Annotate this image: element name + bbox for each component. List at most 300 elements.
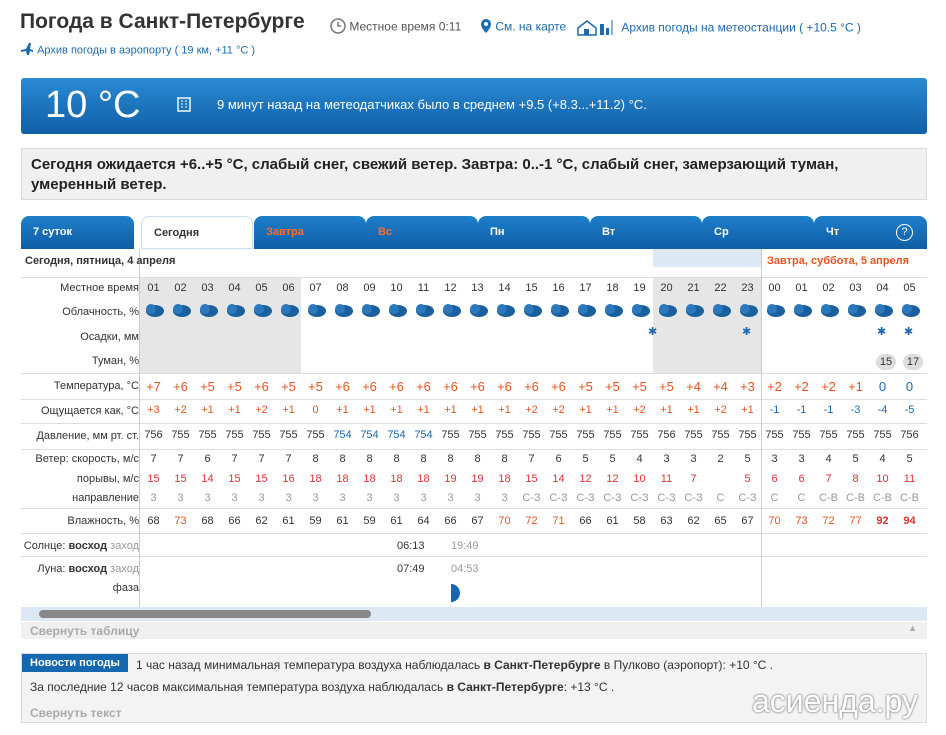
wind-dir-cell: С-З [576, 492, 595, 504]
feels-cell: +1 [390, 404, 403, 416]
feels-cell: +2 [525, 404, 538, 416]
temp-cell: +6 [254, 379, 269, 394]
cloud-icon [656, 301, 678, 324]
feels-cell: +1 [444, 404, 457, 416]
pressure-cell: 755 [252, 429, 271, 441]
wind-dir-cell: С-З [549, 492, 568, 504]
temp-cell: +1 [848, 379, 863, 394]
collapse-text-link[interactable]: Свернуть текст [30, 706, 122, 720]
label-pressure: Давление, мм рт. ст. [36, 430, 139, 442]
temp-cell: +5 [200, 379, 215, 394]
cloud-icon [386, 301, 408, 324]
cloud-icon [305, 301, 327, 324]
hour-cell: 12 [444, 282, 457, 294]
sunset-time: 19:49 [451, 540, 479, 552]
news-2-city: в Санкт-Петербурге [446, 680, 564, 694]
cloud-icon [548, 301, 570, 324]
archive-airport-link[interactable] [20, 42, 255, 59]
cloud-icon [899, 301, 921, 324]
humidity-cell: 66 [228, 515, 241, 527]
wind-gust-cell: 14 [201, 473, 214, 485]
wind-gust-cell: 10 [876, 473, 889, 485]
tab-bar [21, 216, 927, 249]
label-dir: направление [72, 492, 139, 504]
temp-cell: +2 [767, 379, 782, 394]
hour-cell: 11 [417, 282, 430, 294]
temp-cell: +5 [578, 379, 593, 394]
hour-cell: 22 [714, 282, 727, 294]
wind-dir-cell: С [797, 492, 806, 504]
feels-cell: +1 [660, 404, 673, 416]
humidity-cell: 66 [579, 515, 592, 527]
local-time [330, 18, 461, 37]
collapse-up-icon: ▲ [908, 623, 917, 633]
humidity-cell: 73 [795, 515, 808, 527]
humidity-cell: 72 [822, 515, 835, 527]
label-wind: Ветер: скорость, м/с [35, 453, 139, 465]
humidity-cell: 77 [849, 515, 862, 527]
wind-speed-cell: 8 [339, 453, 346, 465]
map-link[interactable] [480, 18, 566, 37]
wind-gust-cell: 7 [825, 473, 832, 485]
news-button[interactable]: Новости погоды [22, 654, 128, 672]
wind-dir-cell: С-З [738, 492, 757, 504]
wind-dir-cell: 3 [258, 492, 265, 504]
pressure-cell: 755 [306, 429, 325, 441]
cloud-icon [359, 301, 381, 324]
hour-cell: 19 [633, 282, 646, 294]
hour-cell: 05 [903, 282, 916, 294]
hour-cell: 02 [174, 282, 187, 294]
cloud-icon [413, 301, 435, 324]
cloud-icon [602, 301, 624, 324]
cloud-icon [224, 301, 246, 324]
label-sun [21, 540, 139, 552]
moonset-time: 04:53 [451, 563, 479, 575]
news-2-a: За последние 12 часов максимальная температура воздуха наблюдалась [30, 680, 447, 694]
wind-speed-cell: 5 [609, 453, 616, 465]
pressure-cell: 755 [738, 429, 757, 441]
humidity-cell: 73 [174, 515, 187, 527]
pressure-cell: 755 [792, 429, 811, 441]
map-link-label: См. на карте [495, 19, 567, 34]
pressure-cell: 755 [468, 429, 487, 441]
page-title: Погода в Санкт-Петербурге [20, 10, 305, 33]
wind-gust-cell: 15 [147, 473, 160, 485]
wind-gust-cell: 12 [579, 473, 592, 485]
wind-gust-cell: 11 [903, 473, 916, 485]
wind-speed-cell: 8 [366, 453, 373, 465]
humidity-cell: 71 [552, 515, 565, 527]
pressure-cell: 755 [711, 429, 730, 441]
tab-today[interactable]: Сегодня [141, 216, 253, 249]
tab-monday[interactable]: Пн [478, 216, 590, 249]
feels-cell: +2 [714, 404, 727, 416]
help-icon[interactable]: ? [896, 224, 913, 241]
wind-gust-cell: 18 [417, 473, 430, 485]
wind-dir-cell: С-З [630, 492, 649, 504]
temp-cell: +5 [632, 379, 647, 394]
pressure-cell: 754 [387, 429, 406, 441]
wind-dir-cell: С-В [846, 492, 865, 504]
label-precip: Осадки, мм [80, 331, 139, 343]
humidity-cell: 92 [876, 515, 889, 527]
pressure-cell: 755 [603, 429, 622, 441]
pressure-cell: 755 [846, 429, 865, 441]
wind-gust-cell: 16 [282, 473, 295, 485]
wind-dir-cell: С [716, 492, 725, 504]
label-feels: Ощущается как, °C [40, 405, 139, 417]
wind-gust-cell: 18 [390, 473, 403, 485]
wind-gust-cell: 6 [798, 473, 805, 485]
pressure-cell: 755 [279, 429, 298, 441]
wind-dir-cell: 3 [231, 492, 238, 504]
wind-dir-cell: 3 [312, 492, 319, 504]
moonrise-time: 07:49 [397, 563, 425, 575]
wind-speed-cell: 3 [798, 453, 805, 465]
wind-gust-cell: 12 [606, 473, 619, 485]
label-hum: Влажность, % [67, 515, 139, 527]
wind-speed-cell: 8 [312, 453, 319, 465]
pressure-cell: 755 [630, 429, 649, 441]
hour-cell: 04 [876, 282, 889, 294]
table-scrollbar[interactable] [21, 607, 927, 621]
wind-dir-cell: С-З [522, 492, 541, 504]
cloud-icon [791, 301, 813, 324]
cloud-icon [143, 301, 165, 324]
wind-speed-cell: 3 [771, 453, 778, 465]
hour-cell: 17 [579, 282, 592, 294]
feels-cell: +1 [606, 404, 619, 416]
cloud-icon [818, 301, 840, 324]
wind-dir-cell: 3 [447, 492, 454, 504]
wind-gust-cell: 18 [498, 473, 511, 485]
label-moon [21, 563, 139, 575]
hour-cell: 14 [498, 282, 511, 294]
collapse-table-label: Свернуть таблицу [30, 624, 140, 638]
wind-speed-cell: 2 [717, 453, 724, 465]
wind-dir-cell: С [770, 492, 779, 504]
news-1-a: 1 час назад минимальная температура воздуха наблюдалась [136, 658, 484, 672]
humidity-cell: 64 [417, 515, 430, 527]
cloud-icon [737, 301, 759, 324]
hour-cell: 23 [741, 282, 754, 294]
hour-cell: 03 [201, 282, 214, 294]
tab-tuesday[interactable]: Вт [590, 216, 702, 249]
hour-cell: 15 [525, 282, 538, 294]
pressure-cell: 754 [333, 429, 352, 441]
cloud-icon [710, 301, 732, 324]
wind-gust-cell: 18 [363, 473, 376, 485]
snow-icon: ✱ [742, 326, 752, 338]
temp-cell: +6 [416, 379, 431, 394]
cloud-icon [440, 301, 462, 324]
feels-cell: -4 [877, 404, 888, 416]
temp-cell: +4 [713, 379, 728, 394]
wind-dir-cell: 3 [339, 492, 346, 504]
plane-icon [20, 42, 34, 59]
wind-gust-cell: 8 [852, 473, 859, 485]
wind-speed-cell: 6 [204, 453, 211, 465]
humidity-cell: 65 [714, 515, 727, 527]
wind-speed-cell: 3 [690, 453, 697, 465]
wind-dir-cell: С-В [819, 492, 838, 504]
wind-gust-cell: 15 [228, 473, 241, 485]
cloud-icon [872, 301, 894, 324]
sunset-label: заход [110, 540, 139, 552]
hour-cell: 08 [336, 282, 349, 294]
feels-cell: -1 [769, 404, 780, 416]
archive-airport-label: Архив погоды в аэропорту ( 19 км, +11 °C ) [37, 44, 256, 57]
feels-cell: +2 [255, 404, 268, 416]
pressure-cell: 754 [360, 429, 379, 441]
temp-cell: +2 [794, 379, 809, 394]
cloud-icon [494, 301, 516, 324]
wind-speed-cell: 8 [420, 453, 427, 465]
feels-cell: +1 [498, 404, 511, 416]
wind-dir-cell: 3 [285, 492, 292, 504]
wind-dir-cell: 3 [366, 492, 373, 504]
hour-cell: 02 [822, 282, 835, 294]
local-time-value: 0:11 [438, 19, 462, 34]
pressure-cell: 755 [522, 429, 541, 441]
humidity-cell: 68 [201, 515, 214, 527]
snow-icon: ✱ [904, 326, 914, 338]
wind-dir-cell: 3 [204, 492, 211, 504]
humidity-cell: 61 [336, 515, 349, 527]
humidity-cell: 62 [255, 515, 268, 527]
pressure-cell: 755 [441, 429, 460, 441]
wind-speed-cell: 5 [852, 453, 859, 465]
temp-cell: +5 [227, 379, 242, 394]
day-today: Сегодня, пятница, 4 апреля [25, 255, 176, 267]
wind-dir-cell: С-В [900, 492, 919, 504]
wind-speed-cell: 3 [663, 453, 670, 465]
cloud-icon [278, 301, 300, 324]
snow-icon: ✱ [877, 326, 887, 338]
wind-dir-cell: 3 [420, 492, 427, 504]
cloud-icon [845, 301, 867, 324]
wind-speed-cell: 8 [393, 453, 400, 465]
news-1-city: в Санкт-Петербурге [483, 658, 601, 672]
humidity-cell: 61 [282, 515, 295, 527]
wind-speed-cell: 4 [879, 453, 886, 465]
hour-cell: 01 [795, 282, 808, 294]
sensor-note: 9 минут назад на метеодатчиках было в среднем +9.5 (+8.3...+11.2) °C. [217, 97, 647, 112]
hour-cell: 09 [363, 282, 376, 294]
hour-cell: 03 [849, 282, 862, 294]
wind-gust-cell: 19 [471, 473, 484, 485]
feels-cell: +2 [633, 404, 646, 416]
humidity-cell: 59 [309, 515, 322, 527]
temp-cell: +6 [335, 379, 350, 394]
snow-icon: ✱ [648, 326, 658, 338]
wind-gust-cell: 18 [309, 473, 322, 485]
temp-cell: +5 [281, 379, 296, 394]
cloud-icon [170, 301, 192, 324]
temp-cell: +6 [362, 379, 377, 394]
wind-speed-cell: 7 [528, 453, 535, 465]
pressure-cell: 755 [684, 429, 703, 441]
wind-gust-cell: 5 [744, 473, 751, 485]
humidity-cell: 59 [363, 515, 376, 527]
fog-value: 15 [876, 354, 896, 370]
humidity-cell: 63 [660, 515, 673, 527]
collapse-table-link[interactable] [21, 622, 927, 639]
wind-speed-cell: 5 [906, 453, 913, 465]
wind-speed-cell: 4 [636, 453, 643, 465]
wind-speed-cell: 5 [744, 453, 751, 465]
day-tomorrow: Завтра, суббота, 5 апреля [767, 255, 910, 267]
scrollbar-thumb[interactable] [39, 610, 371, 618]
temp-cell: +6 [551, 379, 566, 394]
pressure-cell: 756 [657, 429, 676, 441]
tab-sunday[interactable]: Вс [366, 216, 478, 249]
hour-cell: 21 [687, 282, 700, 294]
moonset-label: заход [110, 563, 139, 575]
feels-cell: -1 [796, 404, 807, 416]
wind-gust-cell: 6 [771, 473, 778, 485]
humidity-cell: 58 [633, 515, 646, 527]
temp-cell: +2 [821, 379, 836, 394]
feels-cell: +1 [687, 404, 700, 416]
feels-cell: 0 [312, 404, 319, 416]
news-2-c: : +13 °С . [563, 680, 615, 694]
current-temp: 10 °C [45, 84, 141, 126]
temp-cell: +5 [308, 379, 323, 394]
moon-phase-icon [449, 583, 463, 607]
current-weather-banner [21, 78, 927, 134]
tab-7-days[interactable]: 7 суток [21, 216, 134, 249]
local-time-label: Местное время [349, 19, 436, 34]
news-line-2 [30, 680, 614, 694]
sun-label: Солнце: [23, 540, 66, 552]
wind-dir-cell: 3 [177, 492, 184, 504]
humidity-cell: 67 [471, 515, 484, 527]
humidity-cell: 62 [687, 515, 700, 527]
hour-cell: 10 [390, 282, 403, 294]
tab-wednesday[interactable]: Ср [702, 216, 814, 249]
cloud-icon [467, 301, 489, 324]
hour-cell: 16 [552, 282, 565, 294]
pressure-cell: 755 [225, 429, 244, 441]
feels-cell: +1 [282, 404, 295, 416]
humidity-cell: 94 [903, 515, 916, 527]
label-gusts: порывы, м/с [76, 473, 139, 485]
wind-gust-cell: 18 [336, 473, 349, 485]
wind-speed-cell: 5 [582, 453, 589, 465]
wind-speed-cell: 7 [285, 453, 292, 465]
feels-cell: +1 [471, 404, 484, 416]
wind-gust-cell: 15 [255, 473, 268, 485]
temp-cell: +6 [389, 379, 404, 394]
humidity-cell: 70 [768, 515, 781, 527]
news-1-c: в Пулково (аэропорт): +10 °С . [600, 658, 774, 672]
wind-speed-cell: 8 [447, 453, 454, 465]
humidity-cell: 67 [741, 515, 754, 527]
wind-speed-cell: 6 [555, 453, 562, 465]
cloud-icon [764, 301, 786, 324]
temp-cell: +4 [686, 379, 701, 394]
wind-speed-cell: 7 [231, 453, 238, 465]
cloud-icon [575, 301, 597, 324]
label-phase: фаза [112, 582, 139, 594]
humidity-cell: 70 [498, 515, 511, 527]
wind-gust-cell: 19 [444, 473, 457, 485]
hour-cell: 01 [147, 282, 160, 294]
hour-cell: 00 [768, 282, 781, 294]
pressure-cell: 755 [819, 429, 838, 441]
wind-gust-cell: 11 [660, 473, 673, 485]
pressure-cell: 755 [549, 429, 568, 441]
feels-cell: +1 [741, 404, 754, 416]
wind-speed-cell: 8 [474, 453, 481, 465]
fog-value: 17 [903, 354, 923, 370]
temp-cell: 0 [905, 379, 914, 394]
wind-gust-cell: 10 [633, 473, 646, 485]
archive-station-link[interactable] [576, 18, 861, 39]
tab-tomorrow[interactable]: Завтра [254, 216, 366, 249]
temp-cell: +6 [443, 379, 458, 394]
feels-cell: +1 [417, 404, 430, 416]
news-line-1 [136, 658, 773, 672]
temp-cell: +5 [659, 379, 674, 394]
pressure-cell: 755 [171, 429, 190, 441]
archive-station-label: Архив погоды на метеостанции ( +10.5 °C ) [621, 20, 861, 35]
wind-gust-cell: 14 [552, 473, 565, 485]
weather-table [21, 249, 927, 607]
pressure-cell: 755 [765, 429, 784, 441]
hour-cell: 20 [660, 282, 673, 294]
hour-cell: 04 [228, 282, 241, 294]
wind-dir-cell: С-З [684, 492, 703, 504]
wind-gust-cell: 7 [690, 473, 697, 485]
wind-gust-cell: 15 [174, 473, 187, 485]
wind-gust-cell: 15 [525, 473, 538, 485]
feels-cell: +1 [228, 404, 241, 416]
feels-cell: +1 [579, 404, 592, 416]
map-pin-icon [480, 18, 492, 37]
wind-dir-cell: 3 [474, 492, 481, 504]
humidity-cell: 68 [147, 515, 160, 527]
feels-cell: -3 [850, 404, 861, 416]
cloud-icon [521, 301, 543, 324]
temp-cell: +7 [146, 379, 161, 394]
humidity-cell: 66 [444, 515, 457, 527]
hour-cell: 06 [282, 282, 295, 294]
label-clouds: Облачность, % [62, 306, 139, 318]
pressure-cell: 755 [495, 429, 514, 441]
wind-dir-cell: С-З [603, 492, 622, 504]
clock-icon [330, 18, 346, 37]
temp-cell: +5 [605, 379, 620, 394]
humidity-cell: 72 [525, 515, 538, 527]
sunrise-time: 06:13 [397, 540, 425, 552]
pressure-cell: 755 [576, 429, 595, 441]
hour-cell: 13 [471, 282, 484, 294]
moonrise-label: восход [68, 563, 108, 575]
pressure-cell: 755 [873, 429, 892, 441]
watermark: асиенда.ру [752, 683, 918, 719]
wind-speed-cell: 7 [150, 453, 157, 465]
hour-cell: 07 [309, 282, 322, 294]
feels-cell: +2 [174, 404, 187, 416]
tab-thursday[interactable]: Чт [814, 216, 927, 249]
pressure-cell: 756 [144, 429, 163, 441]
feels-cell: +1 [363, 404, 376, 416]
humidity-cell: 61 [390, 515, 403, 527]
forecast-summary: Сегодня ожидается +6..+5 °C, слабый снег, свежий ветер. Завтра: 0..-1 °C, слабый снег, замерзающий туман, умеренный ветер. [21, 148, 927, 200]
